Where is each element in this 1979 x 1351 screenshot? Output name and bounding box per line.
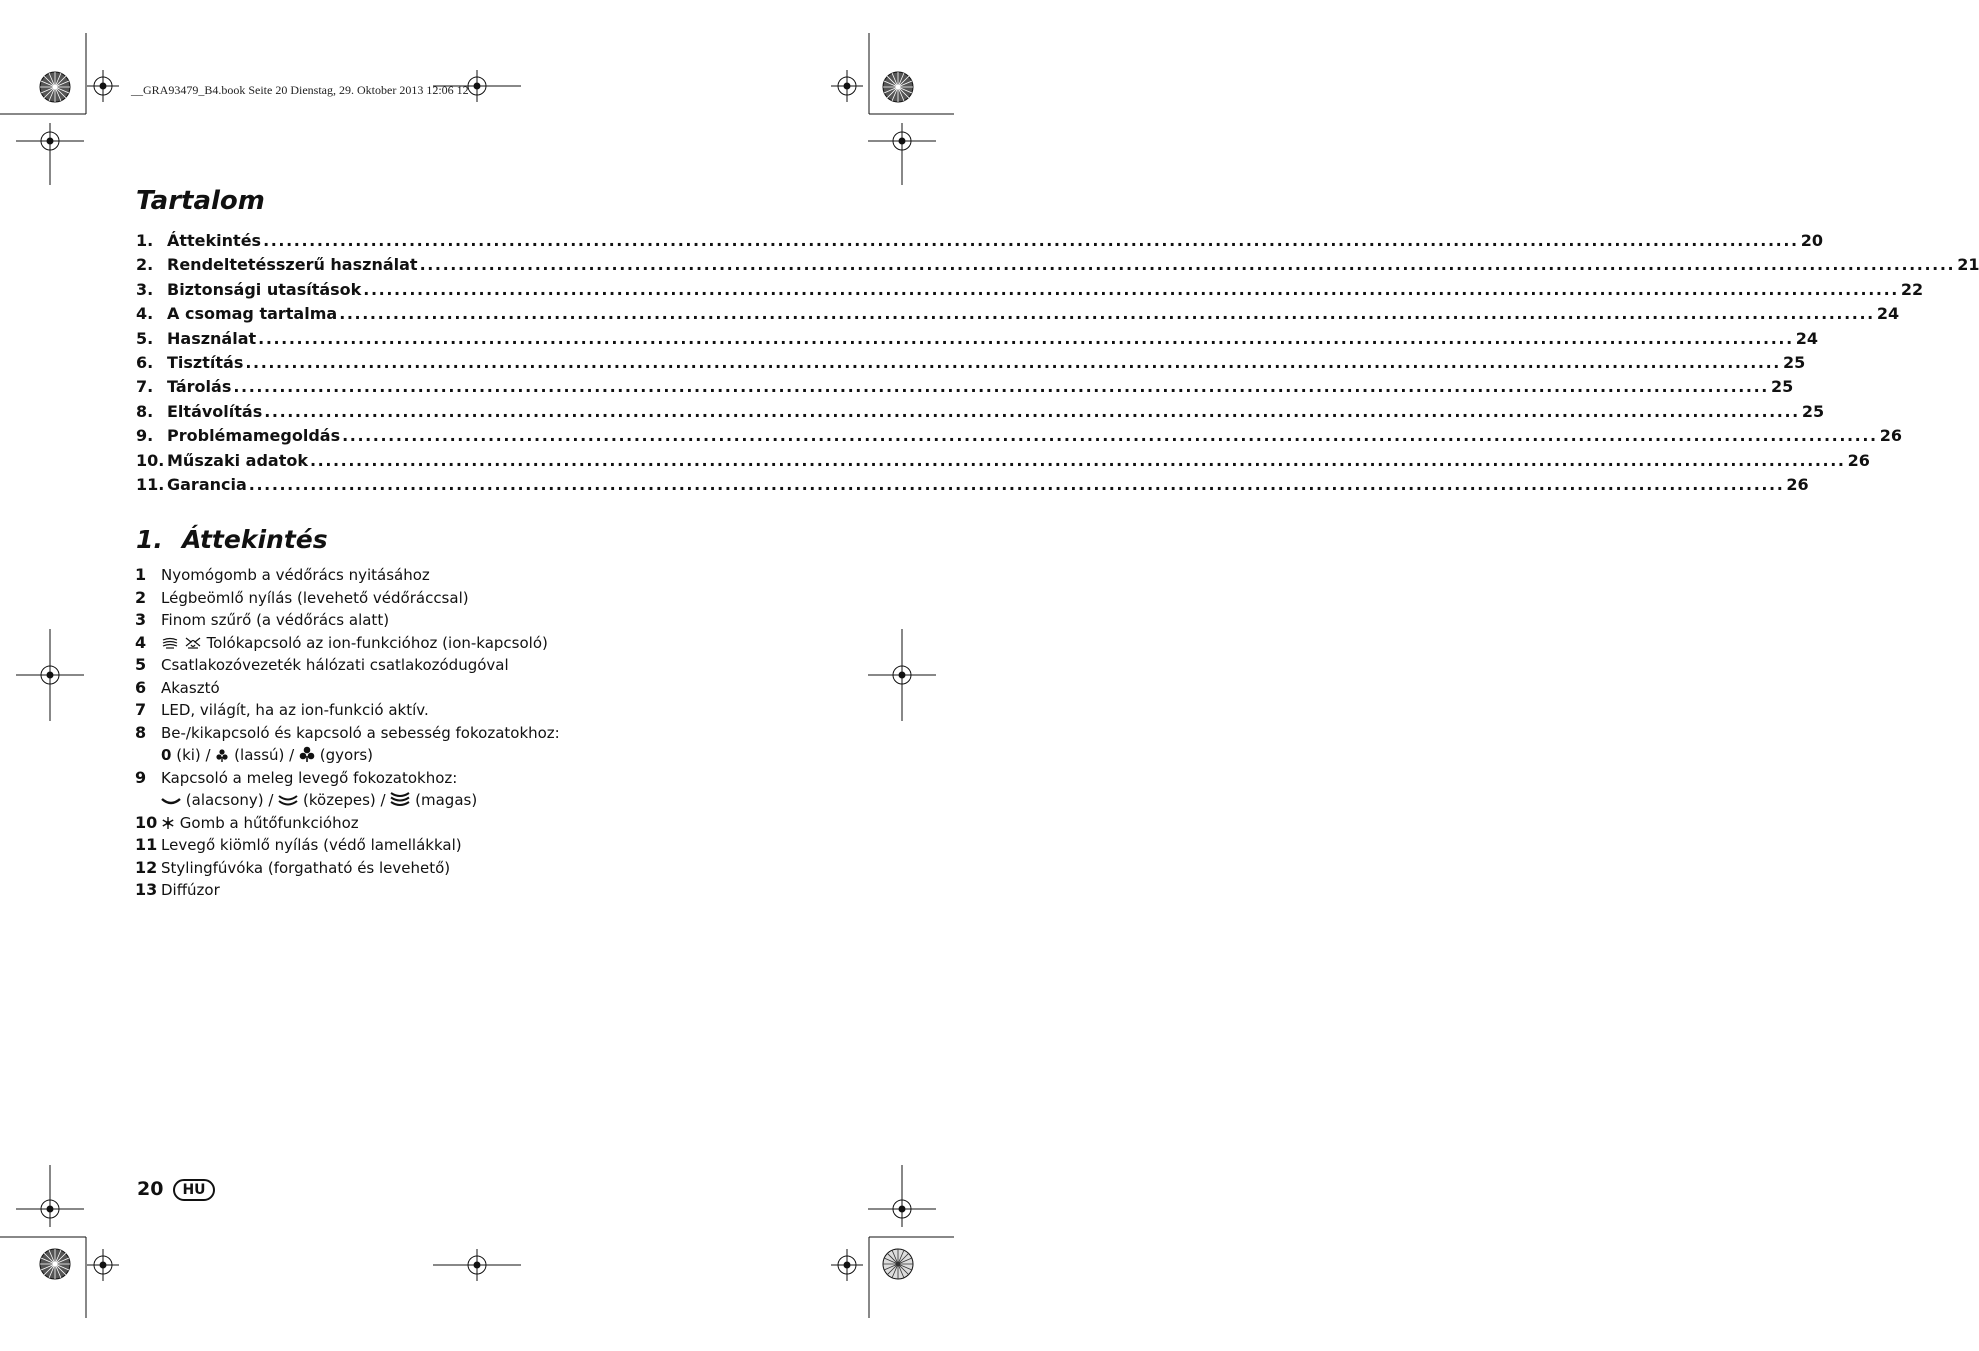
toc-entry-title: Műszaki adatok bbox=[167, 450, 308, 470]
ion-off-icon bbox=[161, 636, 179, 650]
toc-entry bbox=[136, 377, 1794, 401]
toc-entry bbox=[136, 401, 1825, 426]
toc-entry-page: 26 bbox=[1847, 450, 1870, 470]
toc-leader-dots: ........................................................................................................................................................................................................ bbox=[419, 255, 1956, 275]
toc-entry-page: 25 bbox=[1801, 401, 1825, 421]
list-item bbox=[135, 879, 695, 902]
parts-list bbox=[135, 564, 695, 902]
item-number: 5 bbox=[135, 655, 147, 674]
toc-entry-number: 8. bbox=[136, 401, 154, 421]
item-text: Akasztó bbox=[161, 678, 220, 697]
list-item bbox=[135, 587, 695, 610]
toc-entry-number: 1. bbox=[136, 231, 154, 250]
item-text: Gomb a hűtőfunkcióhoz bbox=[179, 813, 359, 832]
item-number: 3 bbox=[135, 610, 147, 629]
toc-leader-dots: ........................................................................................................................................................................................................ bbox=[339, 304, 1875, 324]
speed-slow-label: (lassú) / bbox=[234, 746, 295, 764]
toc-entry bbox=[136, 450, 1870, 475]
print-file-info: __GRA93479_B4.book Seite 20 Dienstag, 29. Oktober 2013 12:06 12 bbox=[131, 83, 469, 97]
item-number: 8 bbox=[135, 722, 147, 742]
toc-leader-dots: ........................................................................................................................................................................................................ bbox=[363, 279, 1899, 299]
toc-entry-title: Tisztítás bbox=[167, 352, 244, 372]
toc-entry-number: 4. bbox=[136, 304, 154, 324]
toc-entry-title: Problémamegoldás bbox=[167, 426, 341, 446]
speed-fast-label: (gyors) bbox=[319, 746, 374, 764]
toc-entry-title: Rendeltetésszerű használat bbox=[167, 255, 418, 275]
snowflake-icon bbox=[161, 816, 175, 830]
toc-entry-number: 6. bbox=[136, 352, 154, 372]
item-text: Diffúzor bbox=[161, 881, 220, 899]
item-number: 1 bbox=[135, 565, 147, 584]
toc-entry-number: 10. bbox=[136, 450, 165, 470]
list-item bbox=[135, 722, 695, 767]
list-item bbox=[135, 632, 695, 655]
section-title: Áttekintés bbox=[182, 525, 328, 554]
page-number: 20 bbox=[137, 1178, 164, 1200]
heat-low-icon bbox=[161, 795, 181, 807]
item-number: 13 bbox=[135, 880, 158, 899]
toc-entry-page: 25 bbox=[1770, 377, 1794, 397]
list-item bbox=[135, 654, 695, 677]
item-subline bbox=[161, 744, 695, 767]
toc-entry bbox=[136, 231, 1823, 255]
toc-entry-number: 3. bbox=[136, 279, 154, 299]
list-item bbox=[135, 857, 695, 880]
item-subline bbox=[161, 789, 695, 812]
toc-entry-page: 22 bbox=[1900, 279, 1924, 299]
toc-entry-title: Áttekintés bbox=[167, 231, 262, 250]
toc-entry-title: Garancia bbox=[167, 474, 247, 494]
toc-entry-title: A csomag tartalma bbox=[167, 304, 338, 324]
fan-slow-icon bbox=[215, 748, 229, 762]
toc-entry bbox=[136, 474, 1809, 499]
list-item bbox=[135, 677, 695, 700]
toc-leader-dots: ........................................................................................................................................................................................................ bbox=[263, 231, 1799, 250]
list-item bbox=[135, 767, 695, 812]
toc-entry-page: 24 bbox=[1795, 328, 1819, 348]
item-text: Csatlakozóvezeték hálózati csatlakozódugóval bbox=[161, 656, 509, 674]
toc-leader-dots: ........................................................................................................................................................................................................ bbox=[309, 450, 1846, 470]
heat-mid-icon bbox=[278, 793, 298, 807]
item-text: Nyomógomb a védőrács nyitásához bbox=[161, 566, 430, 584]
toc-entry-number: 2. bbox=[136, 255, 154, 275]
toc-entry bbox=[136, 426, 1902, 450]
item-number: 7 bbox=[135, 700, 147, 719]
item-text: LED, világít, ha az ion-funkció aktív. bbox=[161, 701, 429, 719]
item-text: Finom szűrő (a védőrács alatt) bbox=[161, 611, 390, 629]
toc-leader-dots: ........................................................................................................................................................................................................ bbox=[245, 352, 1781, 372]
item-number: 4 bbox=[135, 632, 147, 652]
section-number: 1. bbox=[136, 525, 163, 554]
list-item bbox=[135, 834, 695, 857]
toc-entry-number: 5. bbox=[136, 328, 154, 348]
toc-entry-title: Használat bbox=[167, 328, 257, 348]
heat-mid-label: (közepes) / bbox=[303, 791, 386, 809]
speed-zero-label: 0 bbox=[161, 746, 172, 764]
heat-low-label: (alacsony) / bbox=[185, 791, 274, 809]
heat-high-label: (magas) bbox=[415, 791, 478, 809]
toc-heading: Tartalom bbox=[136, 186, 265, 216]
toc-leader-dots: ........................................................................................................................................................................................................ bbox=[258, 328, 1794, 348]
toc-entry-page: 20 bbox=[1800, 231, 1823, 250]
heat-high-icon bbox=[390, 791, 410, 807]
list-item bbox=[135, 564, 695, 587]
item-text: Légbeömlő nyílás (levehető védőráccsal) bbox=[161, 588, 469, 607]
toc-entry bbox=[136, 352, 1806, 377]
speed-off-label: (ki) / bbox=[176, 746, 211, 764]
table-of-contents bbox=[136, 231, 1979, 499]
section-heading bbox=[136, 525, 328, 554]
toc-entry-title: Biztonsági utasítások bbox=[167, 279, 362, 299]
toc-leader-dots: ........................................................................................................................................................................................................ bbox=[248, 474, 1785, 494]
item-text: Tolókapcsoló az ion-funkcióhoz (ion-kapcsoló) bbox=[206, 633, 548, 652]
toc-entry-page: 25 bbox=[1782, 352, 1806, 372]
toc-entry-title: Eltávolítás bbox=[167, 401, 263, 421]
item-number: 10 bbox=[135, 812, 158, 832]
item-number: 2 bbox=[135, 587, 147, 607]
item-number: 12 bbox=[135, 857, 158, 877]
toc-entry-title: Tárolás bbox=[167, 377, 232, 397]
list-item bbox=[135, 699, 695, 722]
item-number: 6 bbox=[135, 677, 147, 697]
item-number: 11 bbox=[135, 835, 158, 854]
item-number: 9 bbox=[135, 767, 147, 787]
item-text: Levegő kiömlő nyílás (védő lamellákkal) bbox=[161, 836, 462, 854]
toc-entry-number: 9. bbox=[136, 426, 154, 446]
toc-entry-number: 7. bbox=[136, 377, 154, 397]
toc-entry-page: 24 bbox=[1876, 304, 1900, 324]
list-item bbox=[135, 609, 695, 632]
toc-entry-page: 26 bbox=[1786, 474, 1809, 494]
toc-entry bbox=[136, 255, 1979, 279]
toc-entry bbox=[136, 328, 1819, 353]
item-text: Be-/kikapcsoló és kapcsoló a sebesség fokozatokhoz: bbox=[161, 723, 560, 742]
item-text: Stylingfúvóka (forgatható és levehető) bbox=[161, 858, 451, 877]
fan-fast-icon bbox=[299, 746, 315, 762]
ion-on-icon bbox=[184, 636, 202, 650]
toc-leader-dots: ........................................................................................................................................................................................................ bbox=[342, 426, 1878, 446]
toc-entry-page: 26 bbox=[1879, 426, 1902, 446]
toc-leader-dots: ........................................................................................................................................................................................................ bbox=[264, 401, 1800, 421]
toc-leader-dots: ........................................................................................................................................................................................................ bbox=[233, 377, 1769, 397]
toc-entry bbox=[136, 304, 1900, 328]
toc-entry bbox=[136, 279, 1924, 304]
toc-entry-number: 11. bbox=[136, 474, 165, 494]
language-badge: HU bbox=[173, 1179, 215, 1201]
toc-entry-page: 21 bbox=[1957, 255, 1979, 275]
item-text: Kapcsoló a meleg levegő fokozatokhoz: bbox=[161, 768, 458, 787]
list-item bbox=[135, 812, 695, 835]
